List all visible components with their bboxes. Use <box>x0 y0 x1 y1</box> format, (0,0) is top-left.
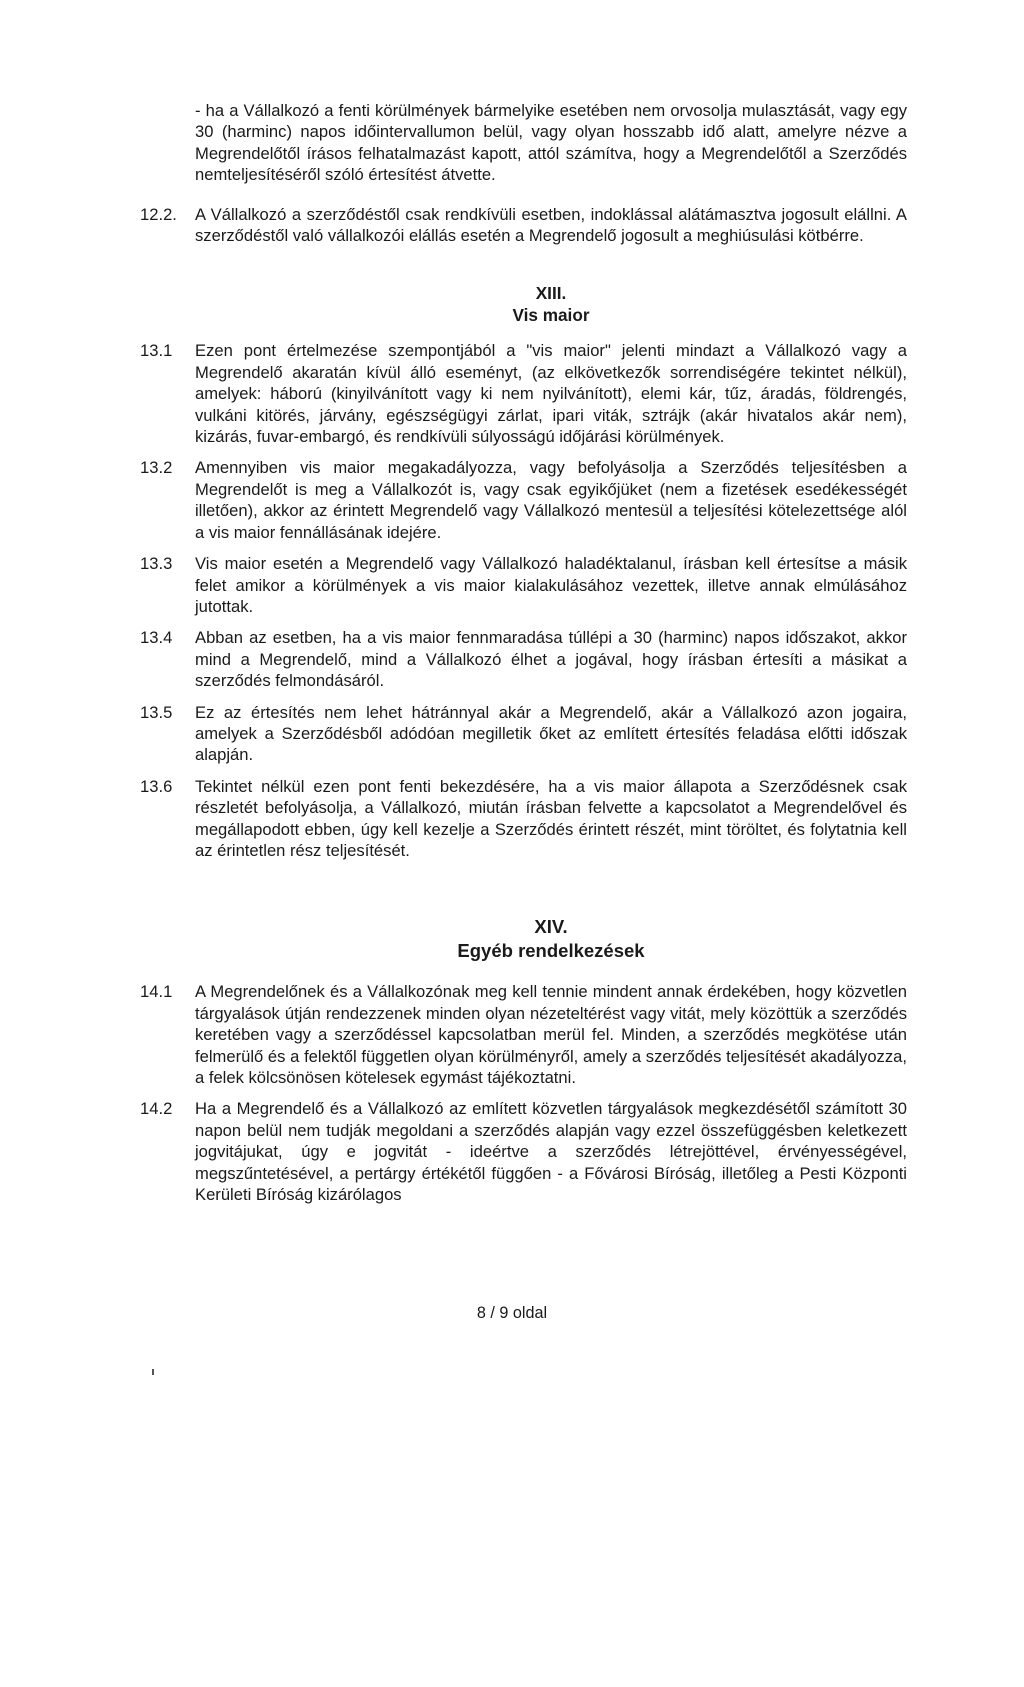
document-body <box>140 100 907 1205</box>
section-14-title: Egyéb rendelkezések <box>457 940 645 962</box>
clause-text: Amennyiben vis maior megakadályozza, vagy befolyásolja a Szerződés teljesítésben a Megrendelőt is meg a Vállalkozót is, vagy csak egyikőjüket (nem a fizetések esedékességét illetően), akkor az érintett Megrendelő vagy Vállalkozó mentesül a teljesítési kötelezettsége alól a vis maior fennállásának idejére. <box>195 458 907 542</box>
clause-number: 13.5 <box>140 702 173 722</box>
clause-12-2 <box>140 204 907 247</box>
clause-number: 13.3 <box>140 554 173 574</box>
clause-13-1 <box>140 340 907 447</box>
section-13-title: Vis maior <box>512 305 590 326</box>
scan-mark <box>152 1369 154 1375</box>
clause-number: 13.1 <box>140 341 173 361</box>
clause-text: Tekintet nélkül ezen pont fenti bekezdésére, ha a vis maior állapota a Szerződésnek csak részletét befolyásolja, a Vállalkozó, miután írásban felvette a kapcsolatot a Megrendelővel és megállapodott ebben, úgy kell kezelje a Szerződés érintett részét, mint töröltet, és folytatnia kell az érintetlen rész teljesítését. <box>195 776 907 860</box>
clause-text: Ha a Megrendelő és a Vállalkozó az említett közvetlen tárgyalások megkezdésétől számított 30 napon belül nem tudják megoldani a szerződés alapján vagy ezzel összefüggésben keletkezett jogvitájukat, úgy e jogvitát - ideértve a szerződés létrejöttével, érvényességével, megszűntetésével, a pertárgy értékétől függően - a Fővárosi Bíróság, illetőleg a Pesti Központi Kerületi Bíróság kizárólagos <box>195 1099 907 1205</box>
intro-paragraph: - ha a Vállalkozó a fenti körülmények bármelyike esetében nem orvosolja mulasztását, vagy egy 30 (harminc) napos időintervallumon belül, vagy olyan hosszabb idő alatt, amelyre nézve a Megrendelőtől írásos felhatalmazást kapott, attól számítva, hogy a Megrendelőtől a Szerződés nemteljesítéséről szóló értesítést átvette. <box>195 101 907 185</box>
clause-number: 14.1 <box>140 982 173 1002</box>
clause-14-2 <box>140 1098 907 1205</box>
clause-number: 14.2 <box>140 1099 173 1119</box>
section-14-numeral: XIV. <box>534 916 568 938</box>
clause-text: A Megrendelőnek és a Vállalkozónak meg kell tennie mindent annak érdekében, hogy közvetlen tárgyalások útján rendezzenek minden olyan nézeteltérést vagy vitát, mely közöttük a szerződés keretében vagy a szerződéssel kapcsolatban merül fel. Minden, a szerződés megkötése után felmerülő és a felektől független olyan körülményről, amely a szerződés teljesítését akadályozza, a felek kölcsönösen kötelesek egymást tájékoztatni. <box>195 982 907 1087</box>
clause-13-4 <box>140 627 907 691</box>
clause-number: 13.4 <box>140 628 173 648</box>
clause-number: 12.2. <box>140 204 177 224</box>
section-13-numeral: XIII. <box>535 283 567 304</box>
clause-13-6 <box>140 776 907 862</box>
clause-13-2 <box>140 457 907 543</box>
clause-13-5 <box>140 702 907 766</box>
clause-text: Ez az értesítés nem lehet hátránnyal akár a Megrendelő, akár a Vállalkozó azon jogaira, amelyek a Szerződésből adódóan megilletik őket az említett értesítés feladása előtti időszak alapján. <box>195 702 907 765</box>
clause-text: Vis maior esetén a Megrendelő vagy Vállalkozó haladéktalanul, írásban kell értesítse a másik felet amikor a körülmények a vis maior kialakulásához vezettek, illetve annak elmúlásához jutottak. <box>195 554 907 616</box>
clause-text: Ezen pont értelmezése szempontjából a "vis maior" jelenti mindazt a Vállalkozó vagy a Megrendelő akaratán kívül álló eseményt, (az elkövetkezők sorrendiségére tekintet nélkül), amelyek: háború (kinyilvánított vagy ki nem nyilvánított), elemi kár, tűz, áradás, földrengés, vulkáni kitörés, járvány, egészségügyi zárlat, ipari viták, sztrájk (akár hivatalos akár nem), kizárás, fuvar-embargó, és rendkívüli súlyosságú időjárási körülmények. <box>195 341 907 447</box>
clause-number: 13.2 <box>140 458 173 478</box>
clause-text: Abban az esetben, ha a vis maior fennmaradása túllépi a 30 (harminc) napos időszakot, akkor mind a Megrendelő, mind a Vállalkozó élhet a jogával, hogy írásban értesíti a másikat a szerződés felmondásáról. <box>195 628 907 691</box>
clause-text: A Vállalkozó a szerződéstől csak rendkívüli esetben, indoklással alátámasztva jogosult elállni. A szerződéstől való vállalkozói elállás esetén a Megrendelő jogosult a meghiúsulási kötbérre. <box>195 204 907 246</box>
clause-14-1 <box>140 981 907 1088</box>
clause-number: 13.6 <box>140 776 173 796</box>
clause-13-3 <box>140 553 907 617</box>
page-number: 8 / 9 oldal <box>476 1304 548 1322</box>
